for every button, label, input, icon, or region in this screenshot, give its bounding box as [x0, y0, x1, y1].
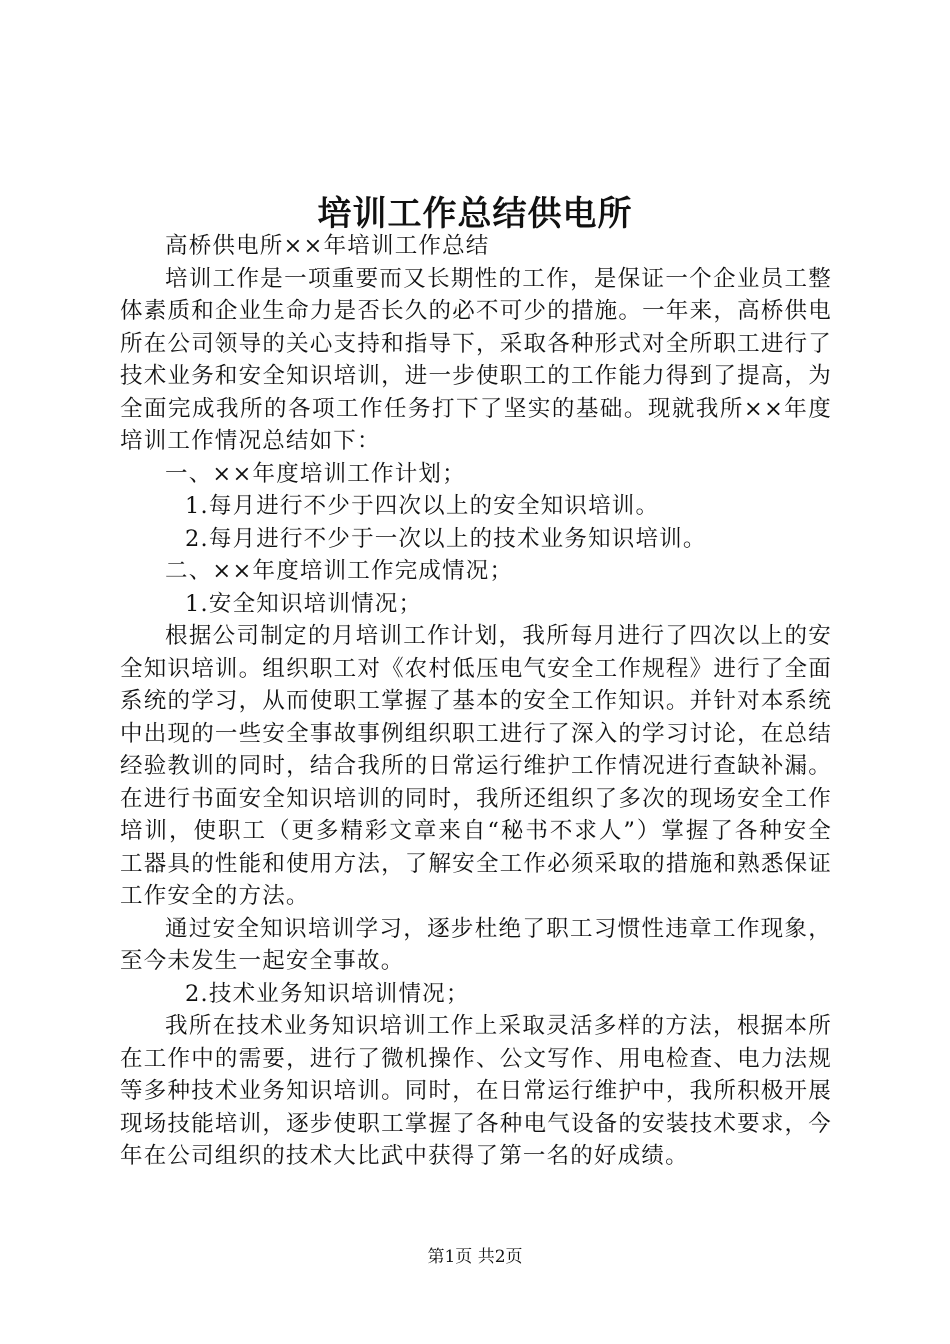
plan-item-2: 2.每月进行不少于一次以上的技术业务知识培训。: [185, 525, 707, 552]
section-heading-plan: 一、××年度培训工作计划；: [165, 460, 466, 487]
subsection-heading-safety: 1.安全知识培训情况；: [185, 590, 423, 617]
technical-training-paragraph: 我所在技术业务知识培训工作上采取灵活多样的方法，根据本所在工作中的需要，进行了微机操作、公文写作、用电检查、电力法规等多种技术业务知识培训。同时，在日常运行维护中，我所积极开展现场技能培训，逐步使职工掌握了各种电气设备的安装技术要求，今年在公司组织的技术大比武中获得了第一名的好成绩。: [120, 1013, 832, 1169]
safety-result-paragraph: 通过安全知识培训学习，逐步杜绝了职工习惯性违章工作现象，至今未发生一起安全事故。: [120, 915, 832, 974]
document-body: [120, 230, 832, 1173]
page-number-footer: 第1页 共2页: [427, 1247, 523, 1267]
subtitle-line: 高桥供电所××年培训工作总结: [165, 233, 490, 259]
section-heading-completion: 二、××年度培训工作完成情况；: [165, 558, 514, 584]
subsection-heading-technical: 2.技术业务知识培训情况；: [185, 980, 470, 1007]
safety-training-paragraph: 根据公司制定的月培训工作计划，我所每月进行了四次以上的安全知识培训。组织职工对《农村低压电气安全工作规程》进行了全面系统的学习，从而使职工掌握了基本的安全工作知识。并针对本系统中出现的一些安全事故事例组织职工进行了深入的学习讨论，在总结经验教训的同时，结合我所的日常运行维护工作情况进行查缺补漏。在进行书面安全知识培训的同时，我所还组织了多次的现场安全工作培训，使职工（更多精彩文章来自“秘书不求人”）掌握了各种安全工器具的性能和使用方法，了解安全工作必须采取的措施和熟悉保证工作安全的方法。: [120, 623, 832, 909]
plan-item-1: 1.每月进行不少于四次以上的安全知识培训。: [185, 493, 660, 519]
intro-paragraph: 培训工作是一项重要而又长期性的工作，是保证一个企业员工整体素质和企业生命力是否长久的必不可少的措施。一年来，高桥供电所在公司领导的关心支持和指导下，采取各种形式对全所职工进行了技术业务和安全知识培训，进一步使职工的工作能力得到了提高，为全面完成我所的各项工作任务打下了坚实的基础。现就我所××年度培训工作情况总结如下：: [120, 265, 832, 454]
document-title: 培训工作总结供电所: [317, 194, 633, 234]
